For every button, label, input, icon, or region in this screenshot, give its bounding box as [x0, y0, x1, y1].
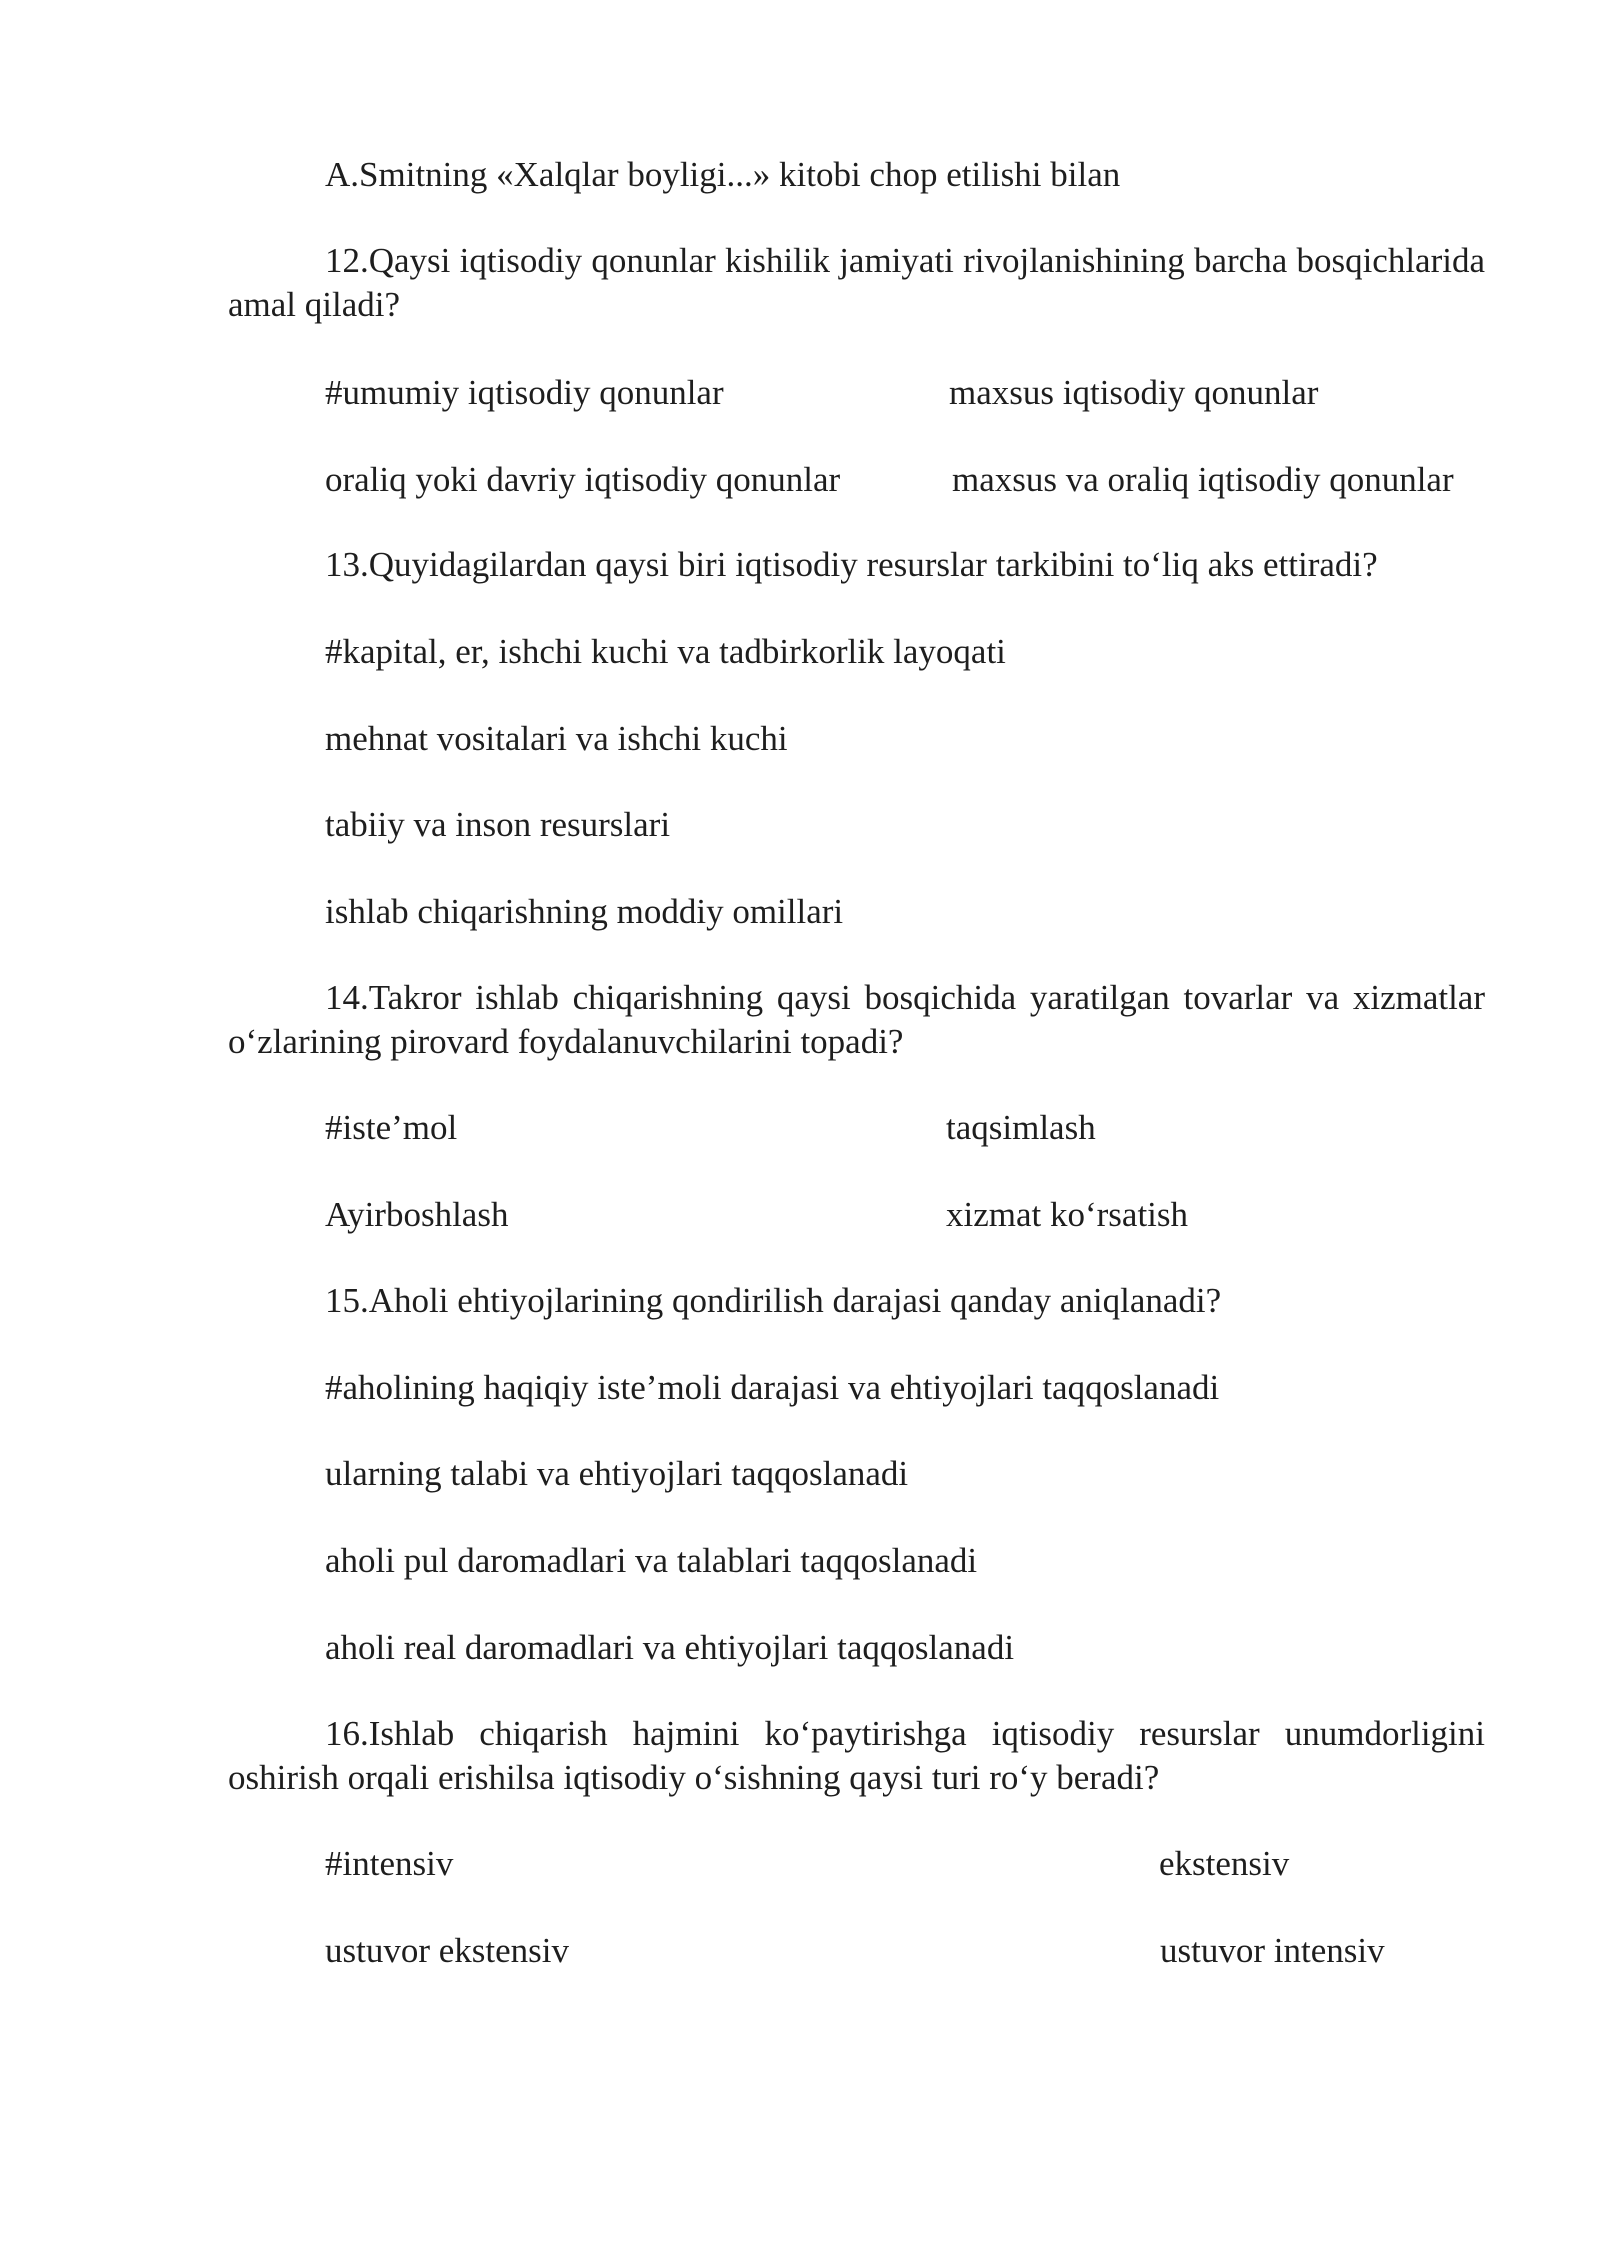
question-13-text: 13.Quyidagilardan qaysi biri iqtisodiy resurslar tarkibini to‘liq aks ettiradi?	[325, 545, 1378, 584]
question-12-text: 12.Qaysi iqtisodiy qonunlar kishilik jamiyati rivojlanishining barcha bosqichlarida amal qiladi?	[228, 241, 1485, 324]
q16-option-1: #intensiv	[325, 1844, 454, 1883]
q16-option-2: ekstensiv	[1159, 1844, 1290, 1883]
question-16-text: 16.Ishlab chiqarish hajmini ko‘paytirishga iqtisodiy resurslar unumdorligini oshirish orqali erishilsa iqtisodiy o‘sishning qaysi turi ro‘y beradi?	[228, 1714, 1485, 1797]
q15-option-1: #aholining haqiqiy iste’moli darajasi va ehtiyojlari taqqoslanadi	[325, 1368, 1220, 1407]
q16-option-4: ustuvor intensiv	[1160, 1931, 1385, 1970]
q12-option-1: #umumiy iqtisodiy qonunlar	[325, 373, 724, 412]
q12-option-4: maxsus va oraliq iqtisodiy qonunlar	[952, 460, 1454, 499]
q15-option-3: aholi pul daromadlari va talablari taqqoslanadi	[325, 1541, 978, 1580]
intro-answer-line: A.Smitning «Xalqlar boyligi...» kitobi chop etilishi bilan	[325, 155, 1121, 194]
q15-option-4: aholi real daromadlari va ehtiyojlari taqqoslanadi	[325, 1628, 1015, 1667]
q14-option-3: Ayirboshlash	[325, 1195, 509, 1234]
q14-option-2: taqsimlash	[946, 1108, 1096, 1147]
q12-option-2: maxsus iqtisodiy qonunlar	[949, 373, 1319, 412]
q13-option-2: mehnat vositalari va ishchi kuchi	[325, 719, 788, 758]
q15-option-2: ularning talabi va ehtiyojlari taqqoslanadi	[325, 1454, 909, 1493]
q14-option-1: #iste’mol	[325, 1108, 458, 1147]
q13-option-1: #kapital, er, ishchi kuchi va tadbirkorlik layoqati	[325, 632, 1006, 671]
question-15-text: 15.Aholi ehtiyojlarining qondirilish darajasi qanday aniqlanadi?	[325, 1281, 1222, 1320]
q14-option-4: xizmat ko‘rsatish	[946, 1195, 1189, 1234]
question-14-text: 14.Takror ishlab chiqarishning qaysi bosqichida yaratilgan tovarlar va xizmatlar o‘zlarining pirovard foydalanuvchilarini topadi?	[228, 978, 1485, 1061]
q16-option-3: ustuvor ekstensiv	[325, 1931, 570, 1970]
q13-option-3: tabiiy va inson resurslari	[325, 805, 671, 844]
q13-option-4: ishlab chiqarishning moddiy omillari	[325, 892, 844, 931]
q12-option-3: oraliq yoki davriy iqtisodiy qonunlar	[325, 460, 841, 499]
